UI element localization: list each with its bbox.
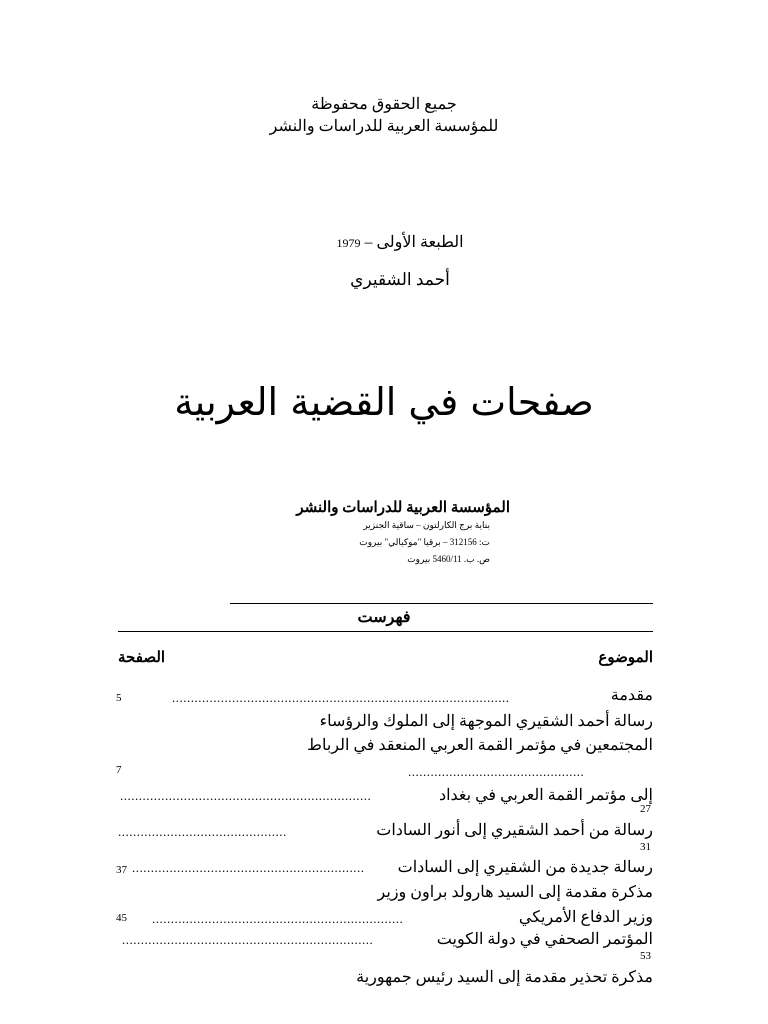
toc-entry-text: مذكرة تحذير مقدمة إلى السيد رئيس جمهورية bbox=[356, 969, 653, 986]
toc-entry-text: مقدمة bbox=[610, 687, 653, 704]
toc-entry-text: المجتمعين في مؤتمر القمة العربي المنعقد في الرباط bbox=[307, 737, 653, 754]
toc-entry-page: 53 bbox=[640, 950, 651, 962]
toc-entry-page: 27 bbox=[640, 803, 651, 815]
copyright-line-1: جميع الحقوق محفوظة bbox=[311, 96, 457, 113]
column-header-subject: الموضوع bbox=[598, 650, 653, 666]
publisher-name: المؤسسة العربية للدراسات والنشر bbox=[296, 500, 510, 516]
copyright-line-2: للمؤسسة العربية للدراسات والنشر bbox=[269, 118, 499, 135]
toc-leader-dots: .......................................................................................... bbox=[172, 690, 510, 705]
toc-entry-text: رسالة من أحمد الشقيري إلى أنور السادات bbox=[376, 822, 653, 839]
index-title: فهرست bbox=[357, 609, 411, 626]
book-title: صفحات في القضية العربية bbox=[174, 380, 594, 424]
toc-entry-page: 45 bbox=[116, 912, 127, 924]
toc-leader-dots: ................................................................... bbox=[152, 911, 404, 926]
toc-entry-text: رسالة جديدة من الشقيري إلى السادات bbox=[397, 859, 653, 876]
toc-leader-dots: ............................................. bbox=[118, 824, 287, 839]
edition-line bbox=[300, 232, 500, 252]
toc-entry-page: 5 bbox=[116, 692, 122, 704]
edition-year: 1979 bbox=[336, 236, 361, 250]
toc-leader-dots: .............................................................. bbox=[132, 860, 365, 875]
toc-entry-page: 31 bbox=[640, 841, 651, 853]
toc-entry-text: رسالة أحمد الشقيري الموجهة إلى الملوك والرؤساء bbox=[319, 713, 653, 730]
toc-entry-text: إلى مؤتمر القمة العربي في بغداد bbox=[438, 787, 653, 804]
publisher-address: بناية برج الكارلتون – ساقية الجنزير bbox=[363, 520, 490, 530]
publisher-pobox: ص. ب. 5460/11 بيروت bbox=[407, 554, 490, 564]
edition-label: الطبعة الأولى – bbox=[364, 234, 464, 251]
publisher-phone: ت: 312156 – برقيا "موكيالي" بيروت bbox=[359, 537, 490, 547]
toc-entry-page: 7 bbox=[116, 764, 122, 776]
divider-top bbox=[230, 603, 653, 604]
author-name: أحمد الشقيري bbox=[350, 270, 450, 289]
divider-bottom bbox=[118, 631, 653, 632]
toc-entry-page: 37 bbox=[116, 864, 127, 876]
toc-leader-dots: ............................................... bbox=[408, 764, 585, 779]
toc-entry-text: مذكرة مقدمة إلى السيد هارولد براون وزير bbox=[377, 884, 653, 901]
toc-entry-text: المؤتمر الصحفي في دولة الكويت bbox=[436, 931, 653, 948]
column-header-page: الصفحة bbox=[118, 650, 166, 666]
toc-leader-dots: ................................................................... bbox=[120, 788, 372, 803]
toc-leader-dots: ................................................................... bbox=[122, 932, 374, 947]
toc-entry-text: وزير الدفاع الأمريكي bbox=[518, 909, 653, 926]
